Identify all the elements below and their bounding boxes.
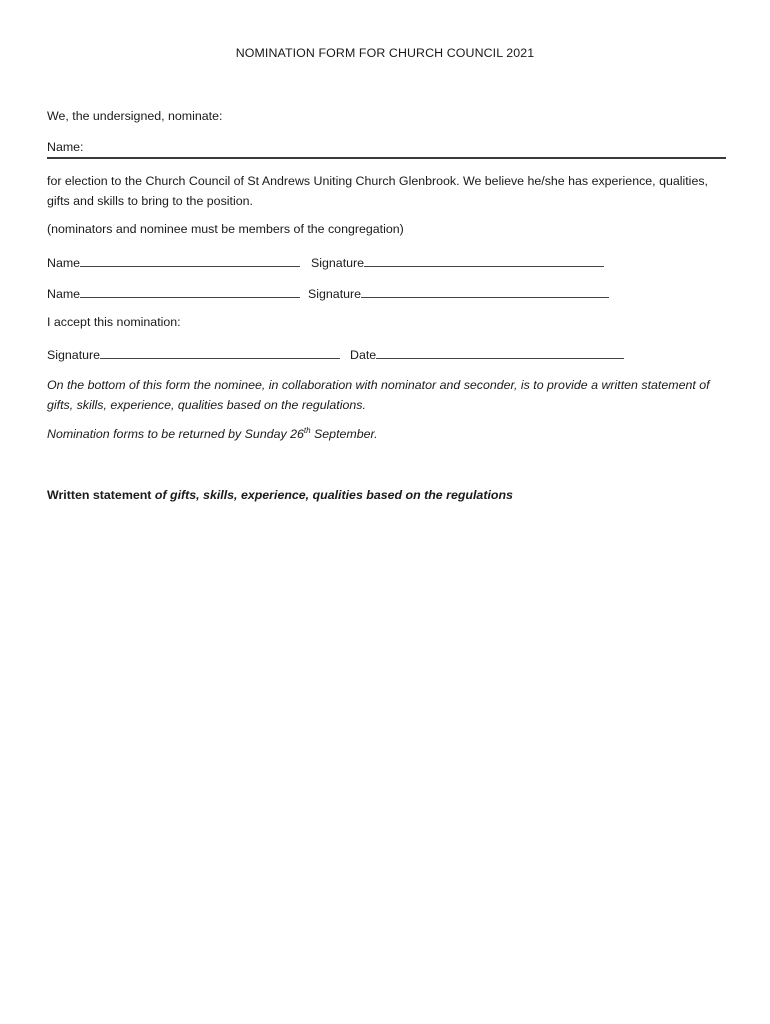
page-title: NOMINATION FORM FOR CHURCH COUNCIL 2021 [235,46,535,60]
nominee-date-label: Date [350,348,377,362]
return-deadline-text [47,426,378,441]
accept-text: I accept this nomination: [47,315,181,329]
instructions-text: On the bottom of this form the nominee, in collaboration with nominator and seconder, is to provide a written statement of gifts, skills, experience, qualities based on the regulations. [47,378,710,412]
return-deadline-ordinal: th [303,426,311,435]
intro-text: We, the undersigned, nominate: [47,109,223,123]
nominee-name-field[interactable] [47,157,726,159]
written-statement-area[interactable] [47,515,726,985]
nominee-signature-blank[interactable] [100,346,340,359]
nominator-1-name-blank[interactable] [80,254,300,267]
nominator-1-name-label: Name [47,256,81,270]
nominator-1-signature-blank[interactable] [364,254,604,267]
election-text: for election to the Church Council of St Andrews Uniting Church Glenbrook. We believe he/she has experience, qualities, gifts and skills to bring to the position. [47,174,708,208]
nominator-2-name-field[interactable] [47,285,300,301]
nominator-1-signature-label: Signature [311,256,365,270]
written-statement-heading [47,488,513,502]
nominator-1-name-field[interactable] [47,254,300,270]
nominator-1-signature-field[interactable] [311,254,604,270]
nominator-2-signature-label: Signature [308,287,362,301]
nominator-2-signature-blank[interactable] [361,285,609,298]
return-deadline-suffix: September. [310,427,378,442]
written-statement-heading-bold: Written statement [47,488,155,502]
nominee-name-label: Name: [47,140,84,154]
membership-note: (nominators and nominee must be members of the congregation) [47,222,404,236]
written-statement-heading-italic: of gifts, skills, experience, qualities based on the regulations [154,488,513,502]
return-deadline-prefix: Nomination forms to be returned by Sunday 26 [47,427,304,442]
nominee-signature-field[interactable] [47,346,340,362]
nominee-date-field[interactable] [350,346,624,362]
nominee-signature-label: Signature [47,348,101,362]
nominator-2-name-blank[interactable] [80,285,300,298]
nominator-2-signature-field[interactable] [308,285,609,301]
nominator-2-name-label: Name [47,287,81,301]
nominee-date-blank[interactable] [376,346,624,359]
